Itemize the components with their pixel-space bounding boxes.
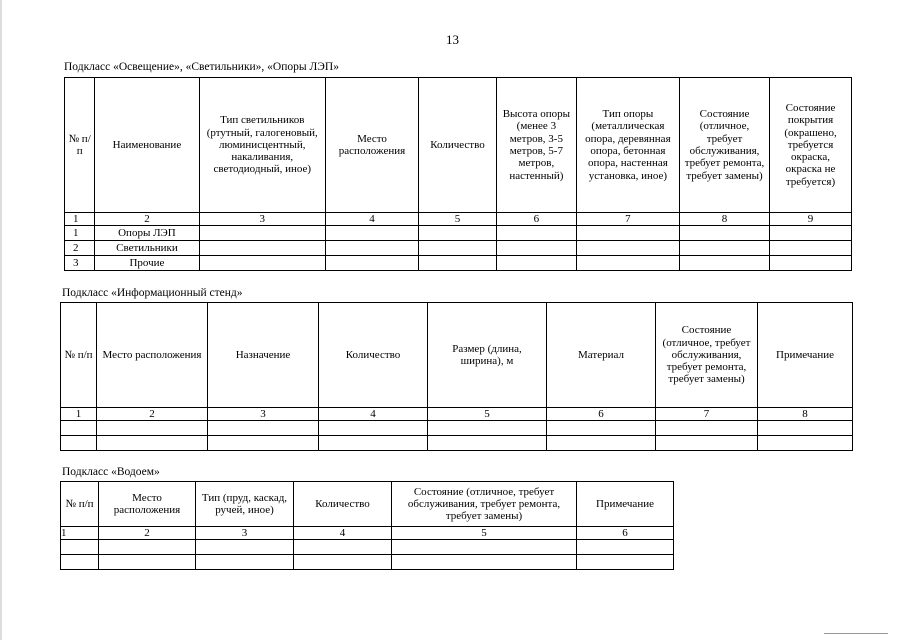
empty-cell [208, 436, 319, 451]
empty-cell [770, 256, 852, 271]
empty-cell [576, 241, 679, 256]
empty-cell [61, 421, 97, 436]
header-purpose: Назначение [208, 303, 319, 408]
column-number: 4 [294, 527, 392, 540]
empty-cell [392, 555, 577, 570]
empty-cell [680, 256, 770, 271]
column-number: 5 [392, 527, 577, 540]
empty-cell [319, 436, 428, 451]
empty-cell [680, 226, 770, 241]
empty-cell [496, 256, 576, 271]
empty-cell [656, 436, 758, 451]
empty-cell [97, 421, 208, 436]
empty-cell [199, 226, 325, 241]
info-stand-caption: Подкласс «Информационный стенд» [62, 287, 243, 299]
empty-cell [392, 540, 577, 555]
empty-cell [325, 241, 418, 256]
header-location: Место расположения [97, 303, 208, 408]
header-number: № п/п [65, 78, 95, 213]
empty-cell [199, 241, 325, 256]
empty-cell [99, 555, 196, 570]
empty-cell [428, 436, 547, 451]
table-row [61, 540, 674, 555]
header-number: № п/п [61, 482, 99, 527]
lighting-table [64, 77, 852, 271]
pond-table [60, 481, 674, 570]
column-number: 8 [680, 213, 770, 226]
empty-cell [97, 436, 208, 451]
empty-cell [577, 555, 674, 570]
row-name: Опоры ЛЭП [95, 226, 199, 241]
empty-cell [419, 241, 497, 256]
header-location: Место расположения [99, 482, 196, 527]
header-type: Тип (пруд, каскад, ручей, иное) [196, 482, 294, 527]
page-number: 13 [446, 32, 459, 47]
column-number: 4 [319, 408, 428, 421]
empty-cell [208, 421, 319, 436]
table-row [65, 241, 852, 256]
column-number: 5 [428, 408, 547, 421]
header-condition: Состояние (отличное, требует обслуживания, требует ремонта, требует замены) [392, 482, 577, 527]
column-number: 9 [770, 213, 852, 226]
header-note: Примечание [758, 303, 853, 408]
column-number: 8 [758, 408, 853, 421]
header-quantity: Количество [419, 78, 497, 213]
column-number: 3 [196, 527, 294, 540]
empty-cell [199, 256, 325, 271]
empty-cell [656, 421, 758, 436]
scan-edge [0, 0, 2, 640]
table-row [65, 226, 852, 241]
row-number: 3 [65, 256, 95, 271]
table-row [61, 421, 853, 436]
empty-cell [758, 421, 853, 436]
lighting-caption: Подкласс «Освещение», «Светильники», «Опоры ЛЭП» [64, 61, 339, 73]
column-number: 1 [61, 527, 99, 540]
column-number: 4 [325, 213, 418, 226]
header-condition: Состояние (отличное, требует обслуживания, требует ремонта, требует замены) [680, 78, 770, 213]
empty-cell [496, 226, 576, 241]
empty-cell [61, 540, 99, 555]
header-pole-height: Высота опоры (менее 3 метров, 3-5 метров, 5-7 метров, настенный) [496, 78, 576, 213]
empty-cell [99, 540, 196, 555]
info-stand-column-numbers [61, 408, 853, 421]
empty-cell [294, 540, 392, 555]
column-number: 6 [577, 527, 674, 540]
empty-cell [196, 555, 294, 570]
row-number: 2 [65, 241, 95, 256]
pond-caption: Подкласс «Водоем» [62, 466, 160, 478]
column-number: 6 [547, 408, 656, 421]
empty-cell [680, 241, 770, 256]
column-number: 2 [97, 408, 208, 421]
table-row [65, 256, 852, 271]
column-number: 1 [61, 408, 97, 421]
empty-cell [319, 421, 428, 436]
row-name: Светильники [95, 241, 199, 256]
table-row [61, 555, 674, 570]
empty-cell [547, 421, 656, 436]
header-quantity: Количество [319, 303, 428, 408]
pond-header-row [61, 482, 674, 527]
table-row [61, 436, 853, 451]
empty-cell [294, 555, 392, 570]
footer-rule [824, 633, 888, 634]
empty-cell [770, 241, 852, 256]
empty-cell [576, 226, 679, 241]
empty-cell [770, 226, 852, 241]
header-size: Размер (длина, ширина), м [428, 303, 547, 408]
column-number: 6 [496, 213, 576, 226]
empty-cell [547, 436, 656, 451]
lighting-column-numbers [65, 213, 852, 226]
header-location: Место расположения [325, 78, 418, 213]
header-material: Материал [547, 303, 656, 408]
column-number: 2 [95, 213, 199, 226]
header-name: Наименование [95, 78, 199, 213]
header-pole-type: Тип опоры (металлическая опора, деревянная опора, бетонная опора, настенная установка, иное) [576, 78, 679, 213]
empty-cell [61, 436, 97, 451]
column-number: 3 [199, 213, 325, 226]
column-number: 5 [419, 213, 497, 226]
header-quantity: Количество [294, 482, 392, 527]
column-number: 7 [656, 408, 758, 421]
empty-cell [419, 256, 497, 271]
column-number: 7 [576, 213, 679, 226]
empty-cell [576, 256, 679, 271]
empty-cell [419, 226, 497, 241]
header-coating-condition: Состояние покрытия (окрашено, требуется окраска, окраска не требуется) [770, 78, 852, 213]
empty-cell [325, 226, 418, 241]
empty-cell [758, 436, 853, 451]
column-number: 2 [99, 527, 196, 540]
empty-cell [496, 241, 576, 256]
info-stand-table [60, 302, 853, 451]
column-number: 1 [65, 213, 95, 226]
header-condition: Состояние (отличное, требует обслуживания, требует ремонта, требует замены) [656, 303, 758, 408]
row-name: Прочие [95, 256, 199, 271]
row-number: 1 [65, 226, 95, 241]
empty-cell [428, 421, 547, 436]
empty-cell [196, 540, 294, 555]
empty-cell [61, 555, 99, 570]
header-lamp-type: Тип светильников (ртутный, галогеновый, люминисцентный, накаливания, светодиодный, иное) [199, 78, 325, 213]
column-number: 3 [208, 408, 319, 421]
lighting-header-row [65, 78, 852, 213]
empty-cell [325, 256, 418, 271]
info-stand-header-row [61, 303, 853, 408]
header-number: № п/п [61, 303, 97, 408]
header-note: Примечание [577, 482, 674, 527]
empty-cell [577, 540, 674, 555]
pond-column-numbers [61, 527, 674, 540]
